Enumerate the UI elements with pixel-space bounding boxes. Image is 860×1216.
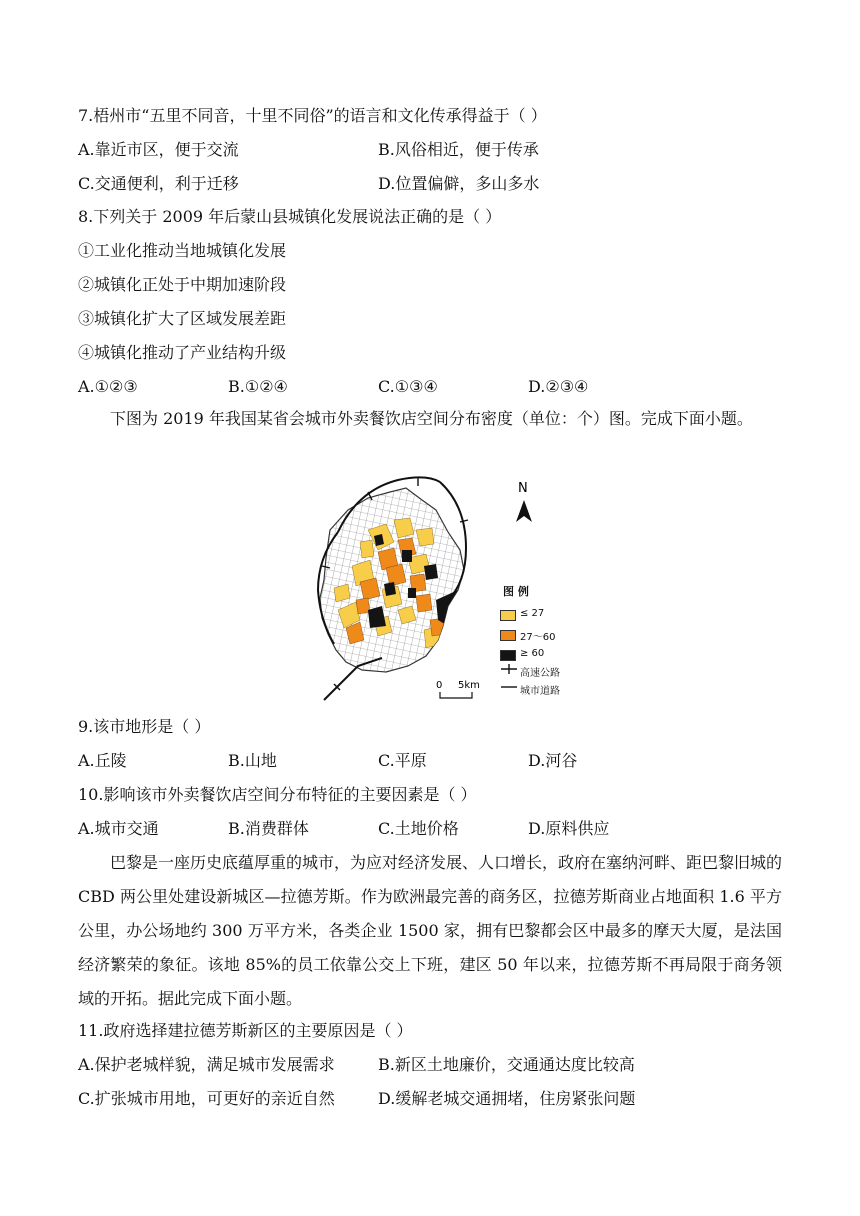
question-9-option-c: C.平原: [378, 751, 427, 770]
question-7-option-d: D.位置偏僻，多山多水: [378, 174, 540, 193]
question-10-stem: 10.影响该市外卖餐饮店空间分布特征的主要因素是（ ）: [78, 785, 477, 804]
scale-label: 5km: [458, 680, 480, 691]
question-9-option-d: D.河谷: [528, 751, 578, 770]
legend-swatch-low: [500, 610, 516, 621]
north-label: N: [518, 481, 528, 496]
question-8-stem: 8.下列关于 2009 年后蒙山县城镇化发展说法正确的是（ ）: [78, 207, 502, 226]
legend-swatch-mid: [500, 630, 516, 641]
question-8-option-b: B.①②④: [228, 377, 288, 396]
question-8-item-3: ③城镇化扩大了区域发展差距: [78, 309, 287, 328]
legend-label-high: ≥ 60: [520, 648, 545, 659]
question-11-option-b: B.新区土地廉价，交通通达度比较高: [378, 1055, 635, 1074]
question-10-option-a: A.城市交通: [78, 819, 159, 838]
question-11-option-a: A.保护老城样貌，满足城市发展需求: [78, 1055, 335, 1074]
question-9-stem: 9.该市地形是（ ）: [78, 717, 211, 736]
scale-zero-label: 0: [436, 680, 443, 691]
question-8-item-2: ②城镇化正处于中期加速阶段: [78, 275, 287, 294]
question-8-option-d: D.②③④: [528, 377, 589, 396]
question-11-stem: 11.政府选择建拉德芳斯新区的主要原因是（ ）: [78, 1021, 413, 1040]
legend-label-city-road: 城市道路: [520, 686, 560, 697]
question-11-option-d: D.缓解老城交通拥堵，住房紧张问题: [378, 1089, 636, 1108]
question-8-option-a: A.①②③: [78, 377, 138, 396]
question-10-option-c: C.土地价格: [378, 819, 459, 838]
question-9-option-a: A.丘陵: [78, 751, 127, 770]
north-arrow-icon: [516, 500, 532, 522]
paris-intro-paragraph: 巴黎是一座历史底蕴厚重的城市，为应对经济发展、人口增长，政府在塞纳河畔、距巴黎旧城的 CBD 两公里处建设新城区—拉德芳斯。作为欧洲最完善的商务区，拉德芳斯商业占地面积 1.6 平方公里，办公场地约 300 万平方米，各类企业 1500 家，拥有巴黎都会区中最多的摩天大厦，是法国经济繁荣的象征。该地 85%的员工依靠公交上下班，建区 50 年以来，拉德芳斯不再局限于商务领域的开拓。据此完成下面小题。: [78, 853, 783, 1008]
question-10-option-d: D.原料供应: [528, 819, 610, 838]
question-8-item-4: ④城镇化推动了产业结构升级: [78, 343, 287, 362]
map-intro-paragraph: 下图为 2019 年我国某省会城市外卖餐饮店空间分布密度（单位：个）图。完成下面小题。: [110, 409, 753, 428]
question-7-option-b: B.风俗相近，便于传承: [378, 140, 539, 159]
question-7-option-a: A.靠近市区，便于交流: [78, 140, 239, 159]
legend-label-mid: 27～60: [520, 632, 556, 643]
question-9-option-b: B.山地: [228, 751, 277, 770]
question-10-option-b: B.消费群体: [228, 819, 309, 838]
legend-line-icons: [500, 663, 518, 695]
question-7-option-c: C.交通便利，利于迁移: [78, 174, 239, 193]
city-density-map: [298, 470, 588, 706]
legend-swatch-high: [500, 650, 516, 661]
question-11-option-c: C.扩张城市用地，可更好的亲近自然: [78, 1089, 335, 1108]
question-7-stem: 7.梧州市“五里不同音，十里不同俗”的语言和文化传承得益于（ ）: [78, 106, 547, 125]
scale-bar: [440, 692, 472, 698]
legend-title: 图 例: [503, 585, 529, 598]
legend-label-highway: 高速公路: [520, 668, 560, 679]
question-8-option-c: C.①③④: [378, 377, 438, 396]
question-8-item-1: ①工业化推动当地城镇化发展: [78, 241, 287, 260]
legend-label-low: ≤ 27: [520, 608, 545, 619]
